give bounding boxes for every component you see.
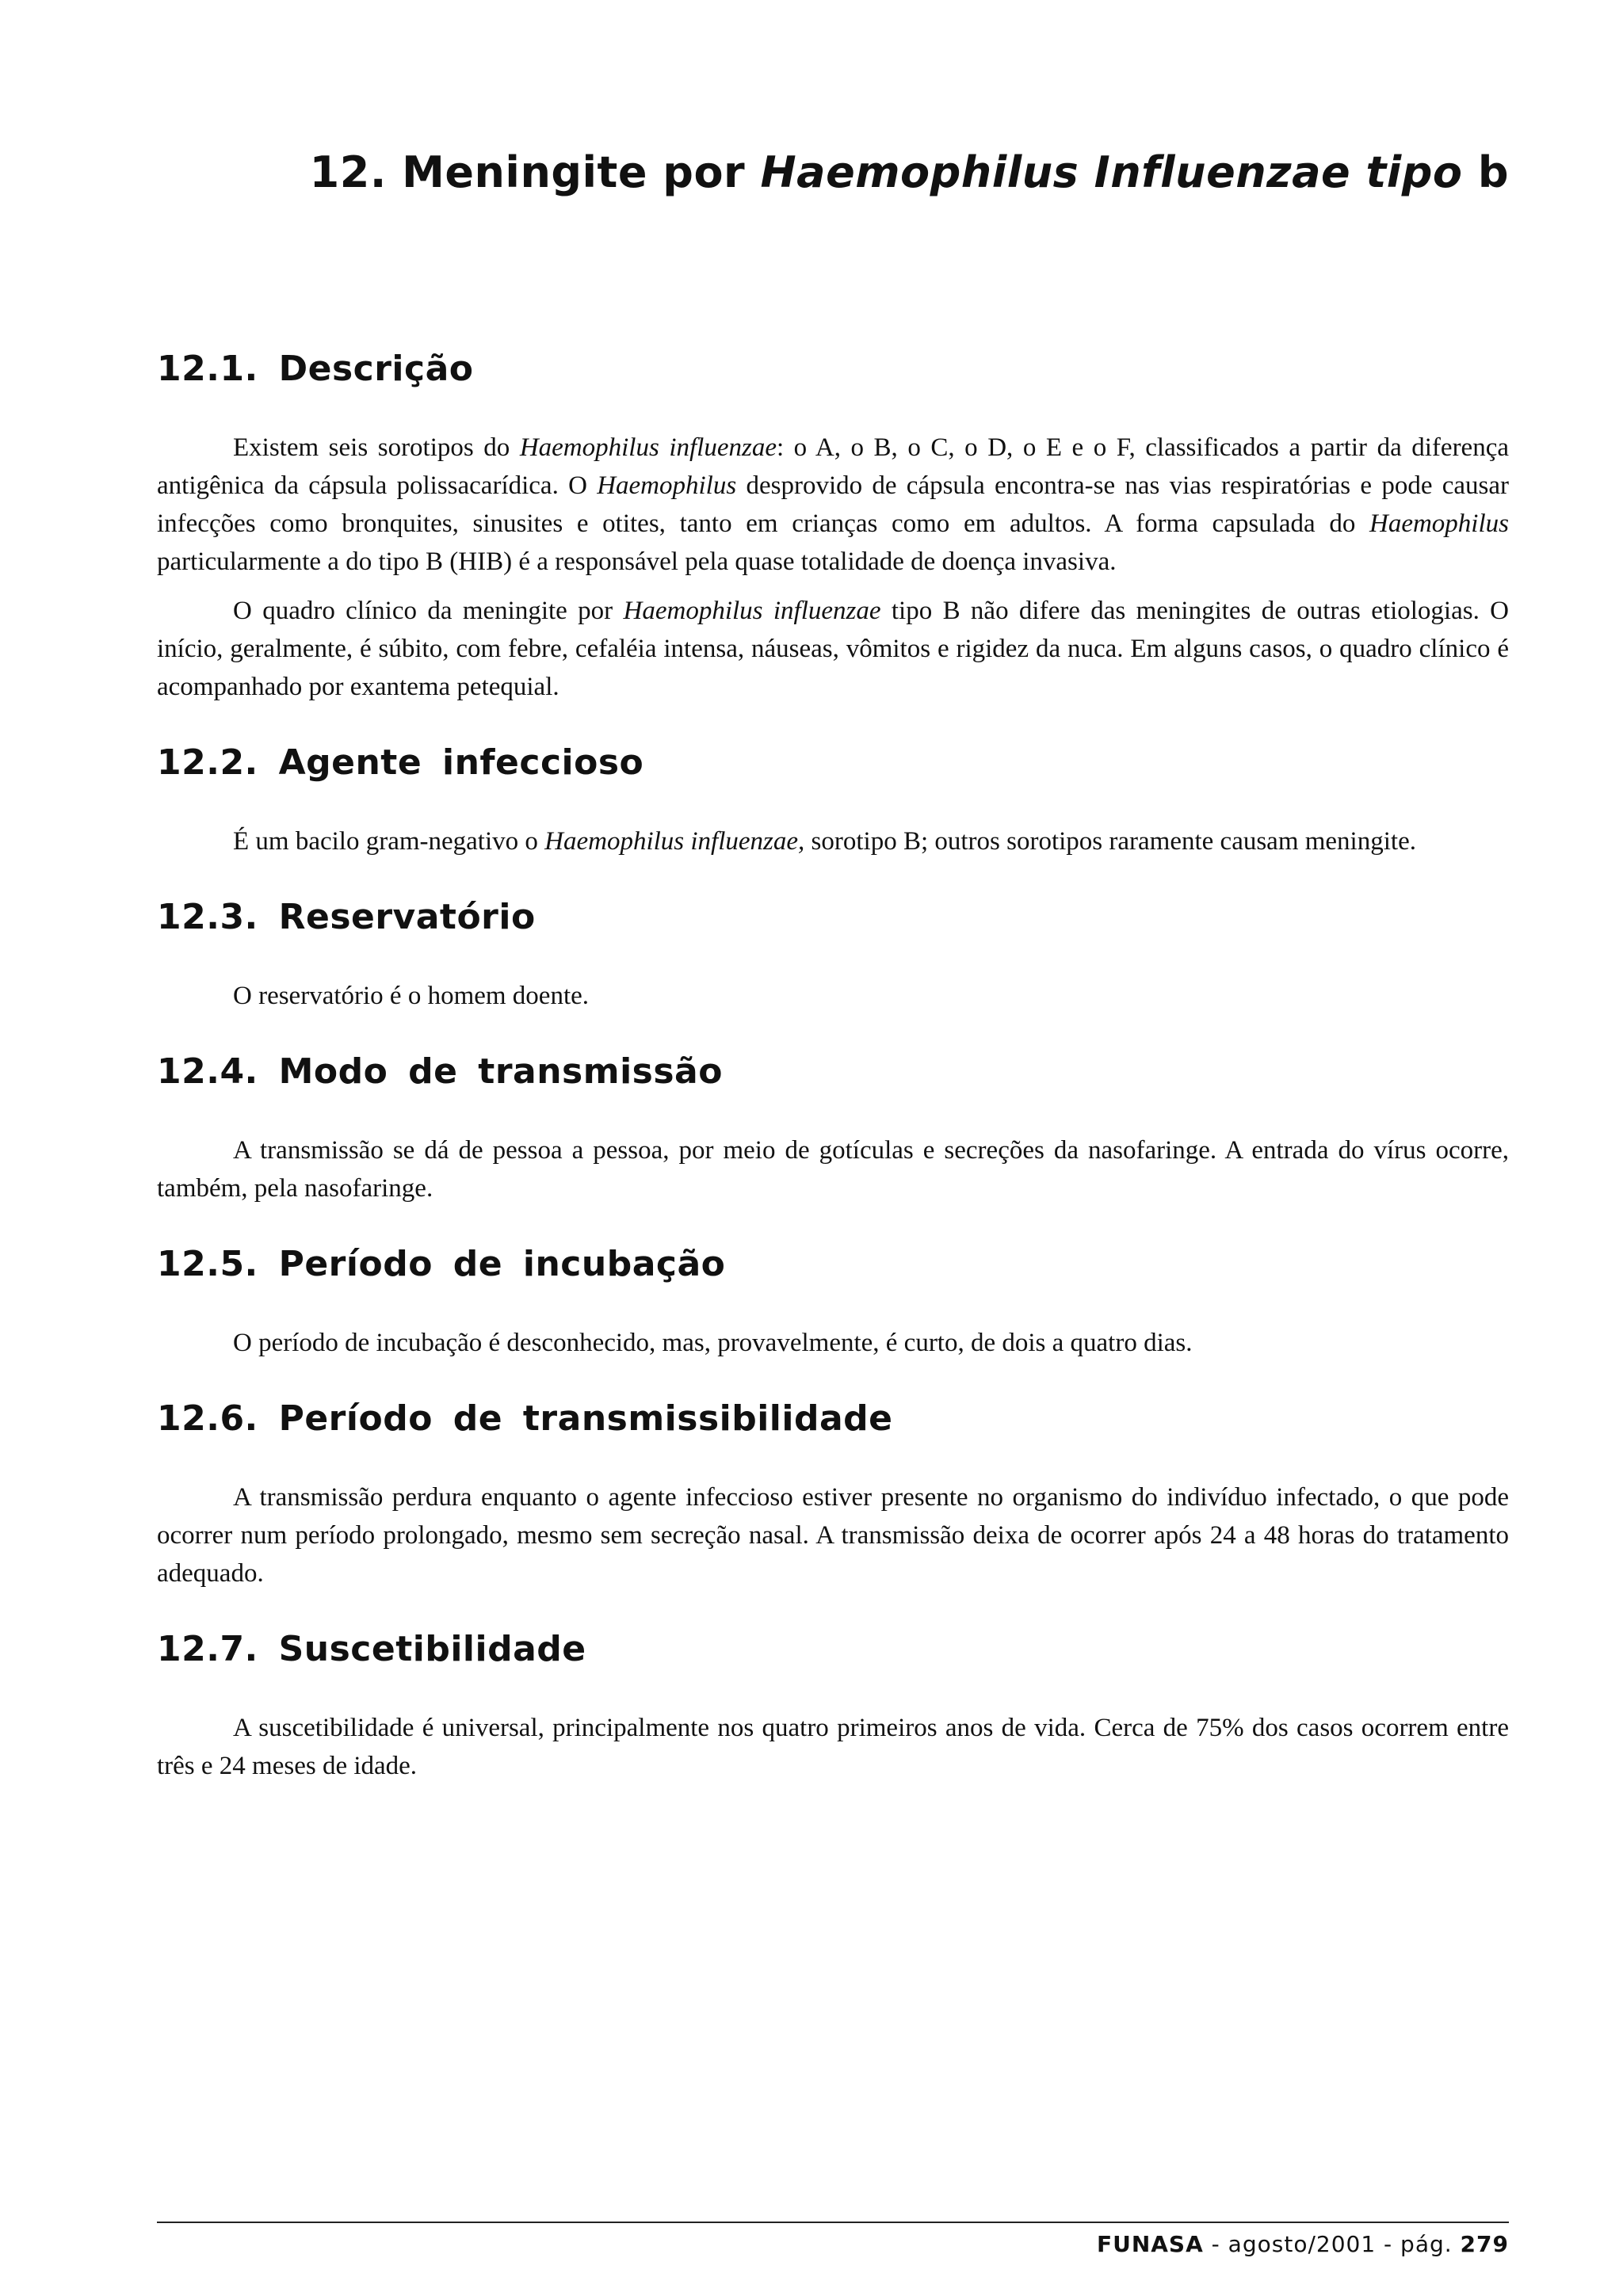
text-run: O quadro clínico da meningite por	[233, 597, 624, 625]
footer-date: - agosto/2001 - pág.	[1203, 2231, 1461, 2257]
text-run: sorotipo B; outros sorotipos raramente causam meningite.	[804, 827, 1416, 856]
footer-rule	[157, 2222, 1509, 2223]
text-run: É um bacilo gram-negativo o	[233, 827, 545, 856]
text-run: tipo B não difere das meningites de outras etiologias. O início, geralmente, é súbito, com febre, cefaléia intensa, náuseas, vômitos e rigidez da nuca. Em alguns casos, o quadro clínico é acompanhado por exantema petequial.	[157, 597, 1510, 701]
section	[157, 742, 1509, 860]
text-run: : o A, o B, o C, o D, o E e o F, classificados a partir da diferença antigênica da cápsula polissacarídica. O	[157, 433, 1509, 500]
paragraph	[157, 1709, 1509, 1785]
page-footer	[1097, 2231, 1509, 2257]
section	[157, 1398, 1509, 1592]
text-run: particularmente a do tipo B (HIB) é a responsável pela quase totalidade de doença invasiva.	[157, 547, 1117, 576]
section	[157, 1051, 1509, 1207]
italic-term: Haemophilus influenzae,	[544, 827, 805, 856]
section	[157, 1244, 1509, 1362]
page-number: 279	[1460, 2231, 1509, 2257]
italic-term: Haemophilus	[597, 471, 737, 500]
document-body	[157, 349, 1509, 1821]
italic-term: Haemophilus	[1369, 509, 1509, 538]
section-heading: 12.7. Suscetibilidade	[157, 1629, 586, 1669]
section-heading: 12.3. Reservatório	[157, 897, 536, 937]
paragraph	[157, 1131, 1509, 1207]
text-run: A transmissão perdura enquanto o agente infeccioso estiver presente no organismo do indivíduo infectado, o que pode ocorrer num período prolongado, mesmo sem secreção nasal. A transmissão deixa de ocorrer após 24 a 48 horas do tratamento adequado.	[157, 1483, 1509, 1588]
paragraph	[157, 1324, 1509, 1362]
italic-term: Haemophilus influenzae	[519, 433, 777, 462]
text-run: desprovido de cápsula encontra-se nas vias respiratórias e pode causar infecções como bronquites, sinusites e otites, tanto em crianças como em adultos. A forma capsulada do	[157, 471, 1510, 538]
italic-term: Haemophilus influenzae	[623, 597, 881, 625]
paragraph	[157, 592, 1509, 706]
section	[157, 1629, 1509, 1785]
section	[157, 897, 1509, 1015]
section-heading: 12.2. Agente infeccioso	[157, 742, 644, 783]
footer-org: FUNASA	[1096, 2231, 1204, 2257]
section	[157, 349, 1509, 706]
section-heading: 12.6. Período de transmissibilidade	[157, 1398, 893, 1439]
text-run: A transmissão se dá de pessoa a pessoa, por meio de gotículas e secreções da nasofaringe. A entrada do vírus ocorre, também, pela nasofaringe.	[157, 1136, 1509, 1203]
chapter-title-prefix: 12. Meningite por	[309, 147, 761, 197]
text-run: A suscetibilidade é universal, principalmente nos quatro primeiros anos de vida. Cerca de 75% dos casos ocorrem entre três e 24 meses de idade.	[157, 1714, 1509, 1780]
section-heading: 12.1. Descrição	[157, 349, 474, 389]
section-heading: 12.5. Período de incubação	[157, 1244, 726, 1284]
paragraph	[157, 822, 1509, 860]
text-run: Existem seis sorotipos do	[233, 433, 520, 462]
section-heading: 12.4. Modo de transmissão	[157, 1051, 723, 1092]
chapter-title-suffix: b	[1462, 147, 1509, 197]
paragraph	[157, 1478, 1509, 1592]
paragraph	[157, 977, 1509, 1015]
chapter-title-italic: Haemophilus Influenzae tipo	[760, 147, 1463, 197]
text-run: O reservatório é o homem doente.	[233, 982, 590, 1010]
paragraph	[157, 429, 1509, 581]
text-run: O período de incubação é desconhecido, mas, provavelmente, é curto, de dois a quatro dias.	[233, 1329, 1193, 1357]
chapter-title	[310, 147, 1509, 197]
